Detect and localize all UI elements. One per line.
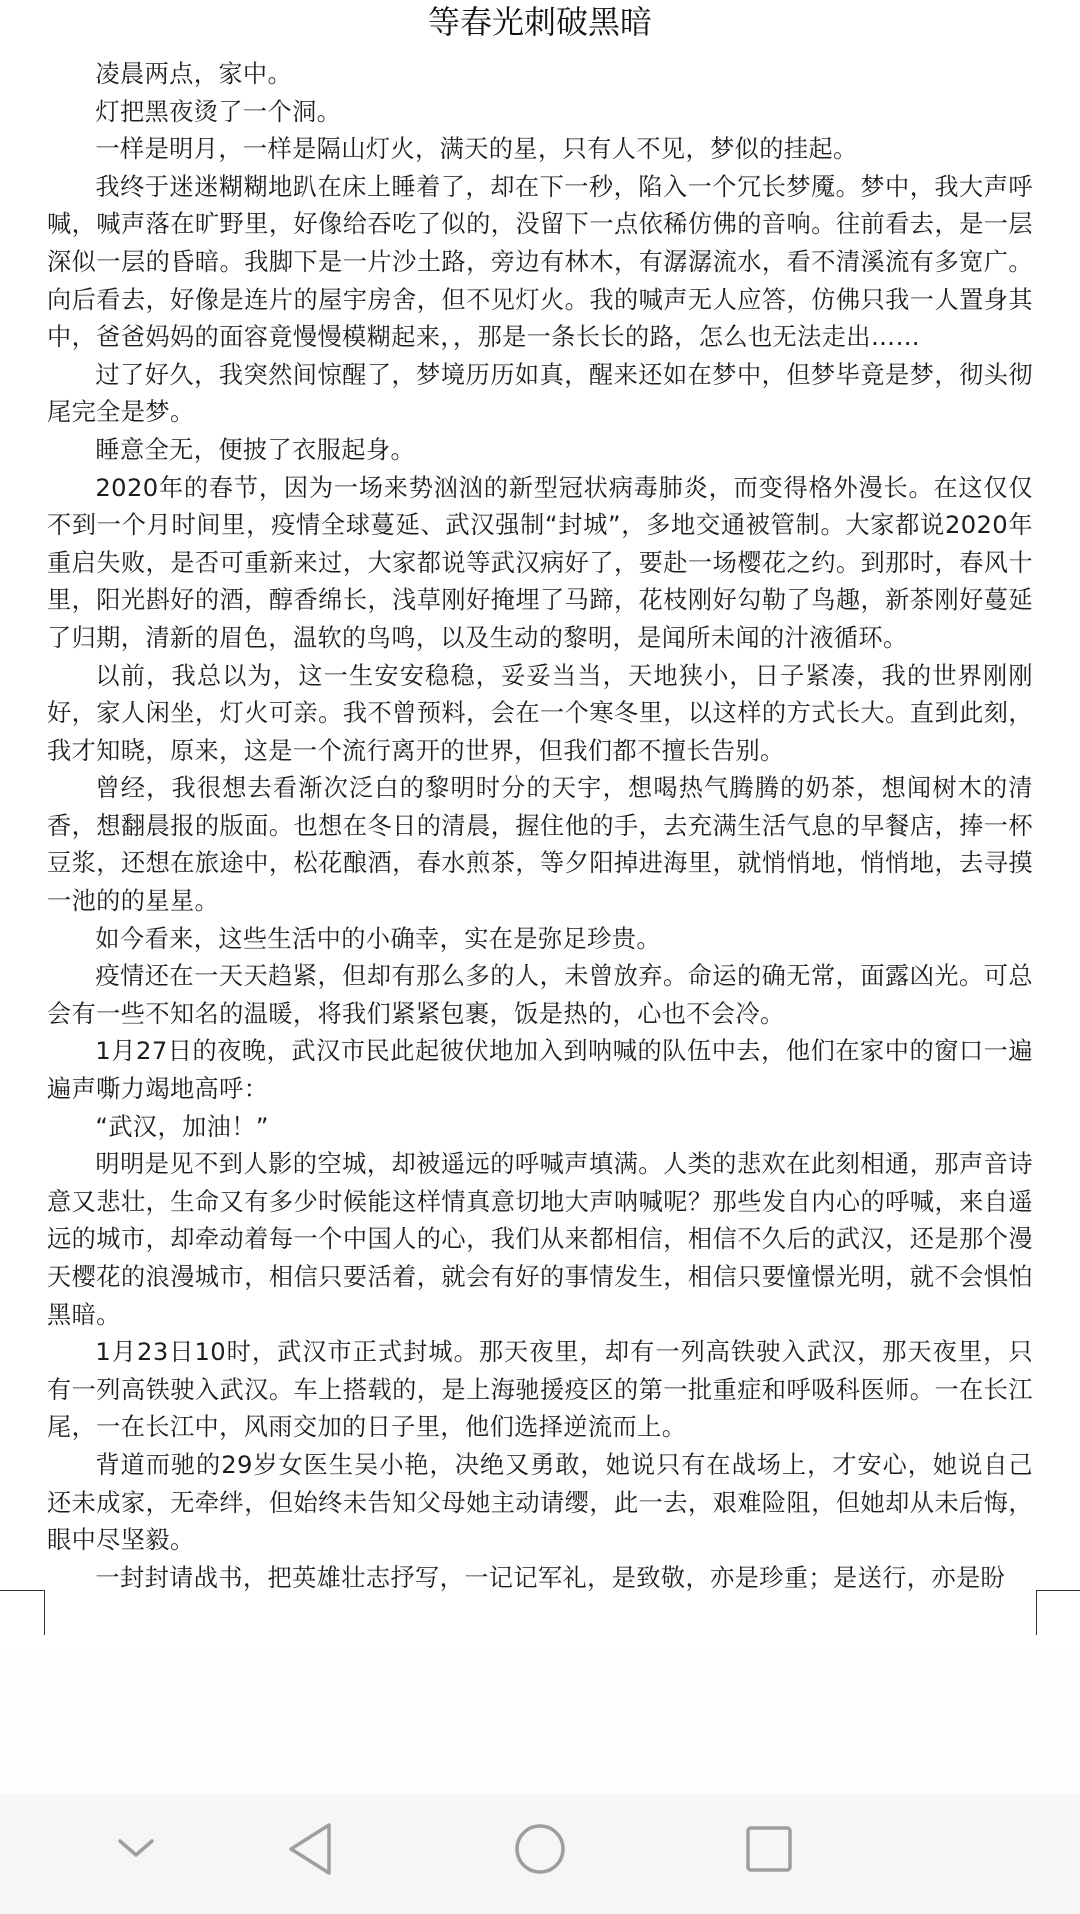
recent-apps-button[interactable] (729, 1814, 809, 1884)
recents-square-icon (744, 1824, 794, 1874)
paragraph: 2020年的春节，因为一场来势汹汹的新型冠状病毒肺炎，而变得格外漫长。在这仅仅不到一个月时间里，疫情全球蔓延、武汉强制“封城”，多地交通被管制。大家都说2020年重启失败，是否可重新来过，大家都说等武汉病好了，要赴一场樱花之约。到那时，春风十里，阳光斟好的酒，醇香绵长，浅草刚好掩埋了马蹄，花枝刚好勾勒了鸟趣，新茶刚好蔓延了归期，清新的眉色，温软的鸟鸣，以及生动的黎明，是闻所未闻的汁液循环。 (47, 473, 1033, 652)
paragraph: 背道而驰的29岁女医生吴小艳，决绝又勇敢，她说只有在战场上，才安心，她说自己还未成家，无牵绊，但始终未告知父母她主动请缨，此一去，艰难险阻，但她却从未后悔，眼中尽坚毅。 (47, 1450, 1033, 1555)
blank-page-area (0, 1650, 1080, 1794)
paragraph: 如今看来，这些生活中的小确幸，实在是弥足珍贵。 (95, 924, 661, 953)
back-button[interactable] (270, 1814, 350, 1884)
paragraph: “武汉，加油！” (95, 1112, 269, 1141)
paragraph: 一封封请战书，把英雄壮志抒写，一记记军礼，是致敬，亦是珍重；是送行，亦是盼 (95, 1563, 1006, 1592)
paragraph: 1月23日10时，武汉市正式封城。那天夜里，却有一列高铁驶入武汉，那天夜里，只有一列高铁驶入武汉。车上搭载的，是上海驰援疫区的第一批重症和呼吸科医师。一在长江尾，一在长江中，风雨交加的日子里，他们选择逆流而上。 (47, 1338, 1033, 1442)
hide-navigation-button[interactable] (96, 1814, 176, 1884)
paragraph: 一样是明月，一样是隔山灯火，满天的星，只有人不见，梦似的挂起。 (95, 135, 858, 164)
document-body (47, 56, 1033, 1597)
paragraph: 灯把黑夜烫了一个洞。 (95, 97, 342, 126)
navigation-bar (0, 1794, 1080, 1914)
paragraph: 1月27日的夜晚，武汉市民此起彼伏地加入到呐喊的队伍中去，他们在家中的窗口一遍遍声嘶力竭地高呼： (47, 1037, 1033, 1104)
home-circle-icon (512, 1821, 568, 1877)
paragraph: 疫情还在一天天趋紧，但却有那么多的人，未曾放弃。命运的确无常，面露凶光。可总会有一些不知名的温暖，将我们紧紧包裹，饭是热的，心也不会冷。 (47, 962, 1033, 1028)
paragraph: 曾经，我很想去看渐次泛白的黎明时分的天宇，想喝热气腾腾的奶茶，想闻树木的清香，想翻晨报的版面。也想在冬日的清晨，握住他的手，去充满生活气息的早餐店，捧一杯豆浆，还想在旅途中，松花酿酒，春水煎茶，等夕阳掉进海里，就悄悄地，悄悄地，去寻摸一池的的星星。 (47, 774, 1033, 916)
home-button[interactable] (500, 1814, 580, 1884)
paragraph: 明明是见不到人影的空城，却被遥远的呼喊声填满。人类的悲欢在此刻相通，那声音诗意又悲壮，生命又有多少时候能这样情真意切地大声呐喊呢？那些发自内心的呼喊，来自遥远的城市，却牵动着每一个中国人的心，我们从来都相信，相信不久后的武汉，还是那个漫天樱花的浪漫城市，相信只要活着，就会有好的事情发生，相信只要憧憬光明，就不会惧怕黑暗。 (47, 1150, 1033, 1329)
paragraph: 睡意全无，便披了衣服起身。 (95, 435, 416, 464)
paragraph: 凌晨两点，家中。 (95, 60, 293, 88)
crop-mark-right (1036, 1590, 1080, 1635)
document-title: 等春光刺破黑暗 (427, 3, 652, 41)
paragraph: 以前，我总以为，这一生安安稳稳，妥妥当当，天地狭小，日子紧凑，我的世界刚刚好，家人闲坐，灯火可亲。我不曾预料，会在一个寒冬里，以这样的方式长大。直到此刻，我才知晓，原来，这是一个流行离开的世界，但我们都不擅长告别。 (47, 661, 1033, 765)
crop-mark-left (0, 1590, 45, 1635)
paragraph: 过了好久，我突然间惊醒了，梦境历历如真，醒来还如在梦中，但梦毕竟是梦，彻头彻尾完全是梦。 (47, 360, 1033, 427)
back-triangle-icon (285, 1821, 335, 1877)
chevron-down-icon (116, 1837, 156, 1861)
paragraph: 我终于迷迷糊糊地趴在床上睡着了，却在下一秒，陷入一个冗长梦魇。梦中，我大声呼喊，喊声落在旷野里，好像给吞吃了似的，没留下一点依稀仿佛的音响。往前看去，是一层深似一层的昏暗。我脚下是一片沙土路，旁边有林木，有潺潺流水，看不清溪流有多宽广。向后看去，好像是连片的屋宇房舍，但不见灯火。我的喊声无人应答，仿佛只我一人置身其中，爸爸妈妈的面容竟慢慢模糊起来，，那是一条长长的路，怎么也无法走出…… (47, 172, 1033, 352)
